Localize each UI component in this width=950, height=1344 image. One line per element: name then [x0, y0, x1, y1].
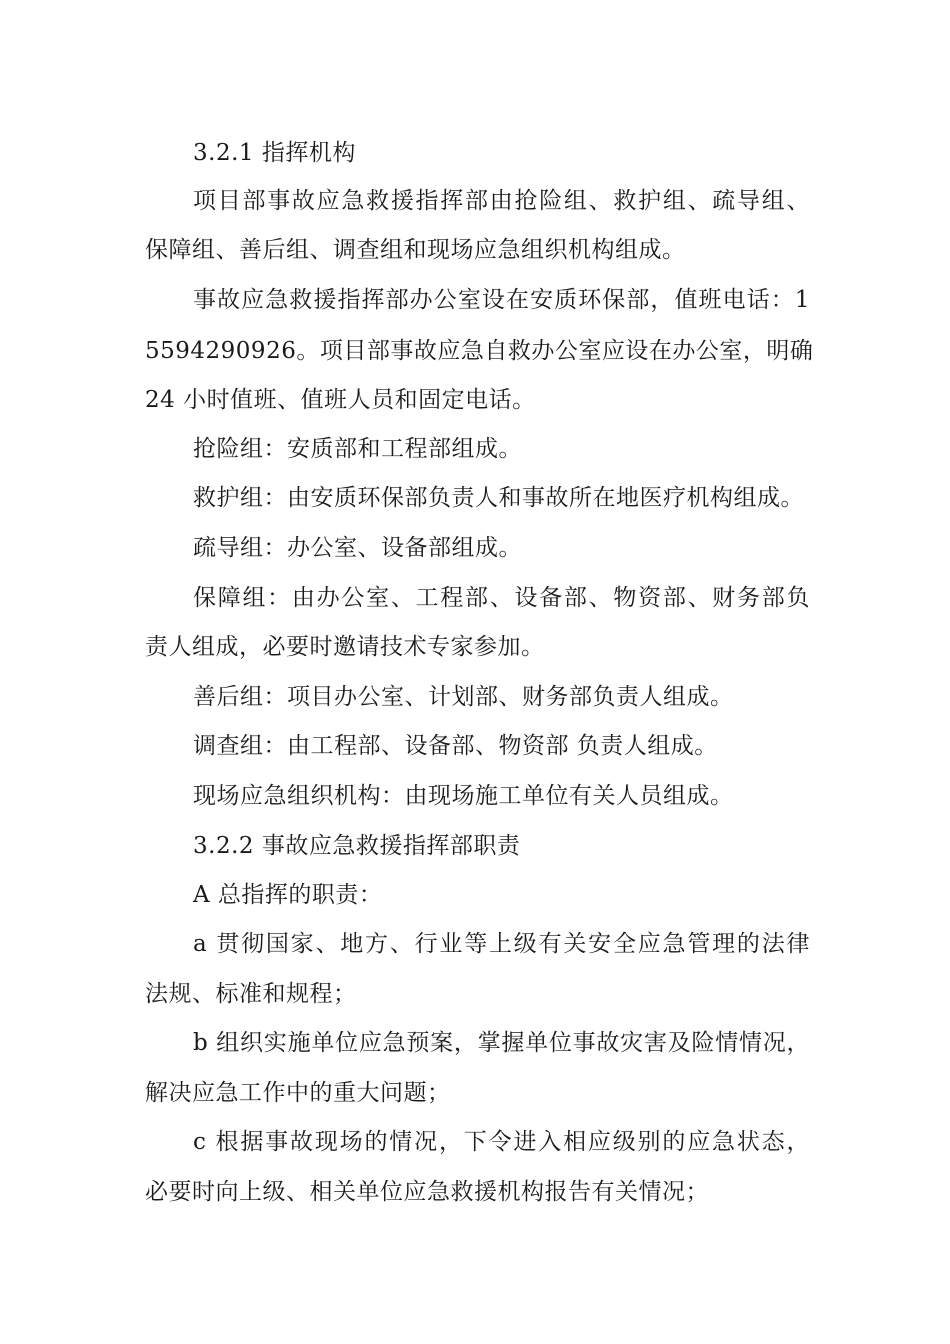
paragraph-support-team-line-1: 保障组：由办公室、工程部、设备部、物资部、财务部负 — [193, 585, 810, 611]
paragraph-medical-team: 救护组：由安质环保部负责人和事故所在地医疗机构组成。 — [193, 485, 804, 511]
paragraph-rescue-team: 抢险组：安质部和工程部组成。 — [193, 436, 522, 462]
subheading-commander-duties: A 总指挥的职责： — [193, 882, 383, 908]
paragraph-command-structure-line-1: 项目部事故应急救援指挥部由抢险组、救护组、疏导组、 — [193, 188, 810, 214]
paragraph-office-line-3: 24 小时值班、值班人员和固定电话。 — [145, 387, 536, 413]
paragraph-office-line-1: 事故应急救援指挥部办公室设在安质环保部，值班电话：1 — [193, 287, 810, 313]
paragraph-command-structure-line-2: 保障组、善后组、调查组和现场应急组织机构组成。 — [145, 237, 686, 263]
duty-item-c-line-1: c 根据事故现场的情况，下令进入相应级别的应急状态， — [193, 1129, 810, 1155]
paragraph-guidance-team: 疏导组：办公室、设备部组成。 — [193, 535, 522, 561]
duty-item-a-line-1: a 贯彻国家、地方、行业等上级有关安全应急管理的法律 — [193, 931, 810, 957]
paragraph-onsite-organization: 现场应急组织机构：由现场施工单位有关人员组成。 — [193, 783, 734, 809]
paragraph-aftermath-team: 善后组：项目办公室、计划部、财务部负责人组成。 — [193, 684, 734, 710]
paragraph-support-team-line-2: 责人组成，必要时邀请技术专家参加。 — [145, 634, 545, 660]
duty-item-a-line-2: 法规、标准和规程； — [145, 981, 357, 1007]
paragraph-office-line-2: 5594290926。项目部事故应急自救办公室应设在办公室，明确 — [145, 338, 814, 364]
duty-item-c-line-2: 必要时向上级、相关单位应急救援机构报告有关情况； — [145, 1179, 709, 1205]
duty-item-b-line-2: 解决应急工作中的重大问题； — [145, 1080, 451, 1106]
section-heading-3-2-2: 3.2.2 事故应急救援指挥部职责 — [193, 833, 521, 859]
paragraph-investigation-team: 调查组：由工程部、设备部、物资部 负责人组成。 — [193, 733, 718, 759]
duty-item-b-line-1: b 组织实施单位应急预案，掌握单位事故灾害及险情情况， — [193, 1030, 810, 1056]
section-heading-3-2-1: 3.2.1 指挥机构 — [193, 140, 356, 166]
